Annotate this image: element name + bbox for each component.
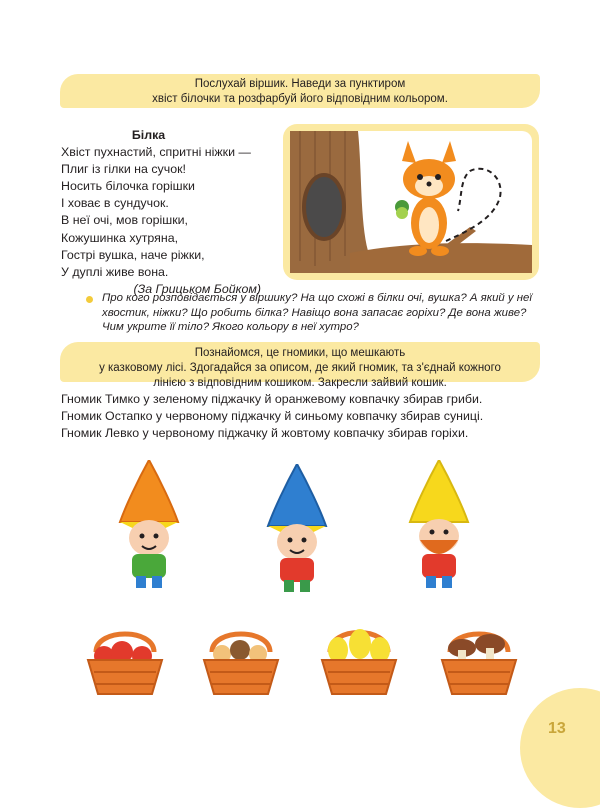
task2-instruction-line1: Познайомся, це гномики, що мешкають	[194, 347, 406, 359]
poem-line: В неї очі, мов горішки,	[61, 213, 188, 228]
basket-strawberries[interactable]	[82, 622, 168, 698]
gnome-description: Гномик Левко у червоному піджачку й жовтому ковпачку збирав горіхи.	[61, 426, 469, 441]
basket-nuts[interactable]	[198, 622, 284, 698]
basket-mushrooms[interactable]	[434, 620, 524, 698]
poem-line: І ховає в сундучок.	[61, 196, 169, 211]
page-number: 13	[548, 720, 566, 737]
poem-line: Плиг із гілки на сучок!	[61, 162, 186, 177]
page-corner	[520, 688, 600, 808]
gnome-blue-hat[interactable]	[256, 464, 338, 594]
task1-instruction-line2: хвіст білочки та розфарбуй його відповідним кольором.	[152, 93, 448, 105]
poem-title: Білка	[131, 128, 166, 142]
question-line: Чим укрите її тіло? Якого кольору в неї хутро?	[102, 321, 359, 334]
question-bullet-icon	[86, 296, 93, 303]
basket-pears[interactable]	[314, 614, 404, 698]
gnome-description: Гномик Тимко у зеленому піджачку й оранжевому ковпачку збирав гриби.	[61, 392, 483, 406]
poem-line: Гострі вушка, наче ріжки,	[61, 247, 205, 262]
task1-banner	[60, 74, 540, 108]
gnome-description: Гномик Остапко у червоному піджачку й синьому ковпачку збирав суниці.	[61, 409, 484, 424]
poem	[61, 127, 261, 298]
poem-attribution: (За Грицьком Бойком)	[133, 281, 261, 296]
task2-instruction-line3: лінією з відповідним кошиком. Закресли зайвий кошик.	[153, 377, 447, 389]
gnome-descriptions	[61, 391, 483, 443]
poem-line: Хвіст пухнастий, спритні ніжки —	[61, 145, 251, 160]
poem-line: Носить білочка горішки	[61, 179, 195, 194]
task2-instruction-line2: у казковому лісі. Здогадайся за описом, де який гномик, та з'єднай кожного	[99, 362, 501, 374]
gnome-orange-hat[interactable]	[108, 460, 190, 590]
question-line: хвостик, ніжки? Що робить білка? Навіщо вона запасає горіхи? Де вона живе?	[102, 306, 527, 319]
poem-line: Кожушинка хутряна,	[61, 230, 179, 245]
poem-line: У дуплі живе вона.	[61, 264, 169, 279]
squirrel-illustration	[290, 131, 532, 273]
questions	[102, 291, 542, 335]
task2-banner	[60, 342, 540, 389]
question-line: Про кого розповідається у віршику? На що схожі в білки очі, вушка? А який у неї	[102, 292, 532, 304]
gnome-yellow-hat[interactable]	[398, 460, 480, 590]
task1-instruction-line1: Послухай віршик. Наведи за пунктиром	[194, 78, 406, 90]
